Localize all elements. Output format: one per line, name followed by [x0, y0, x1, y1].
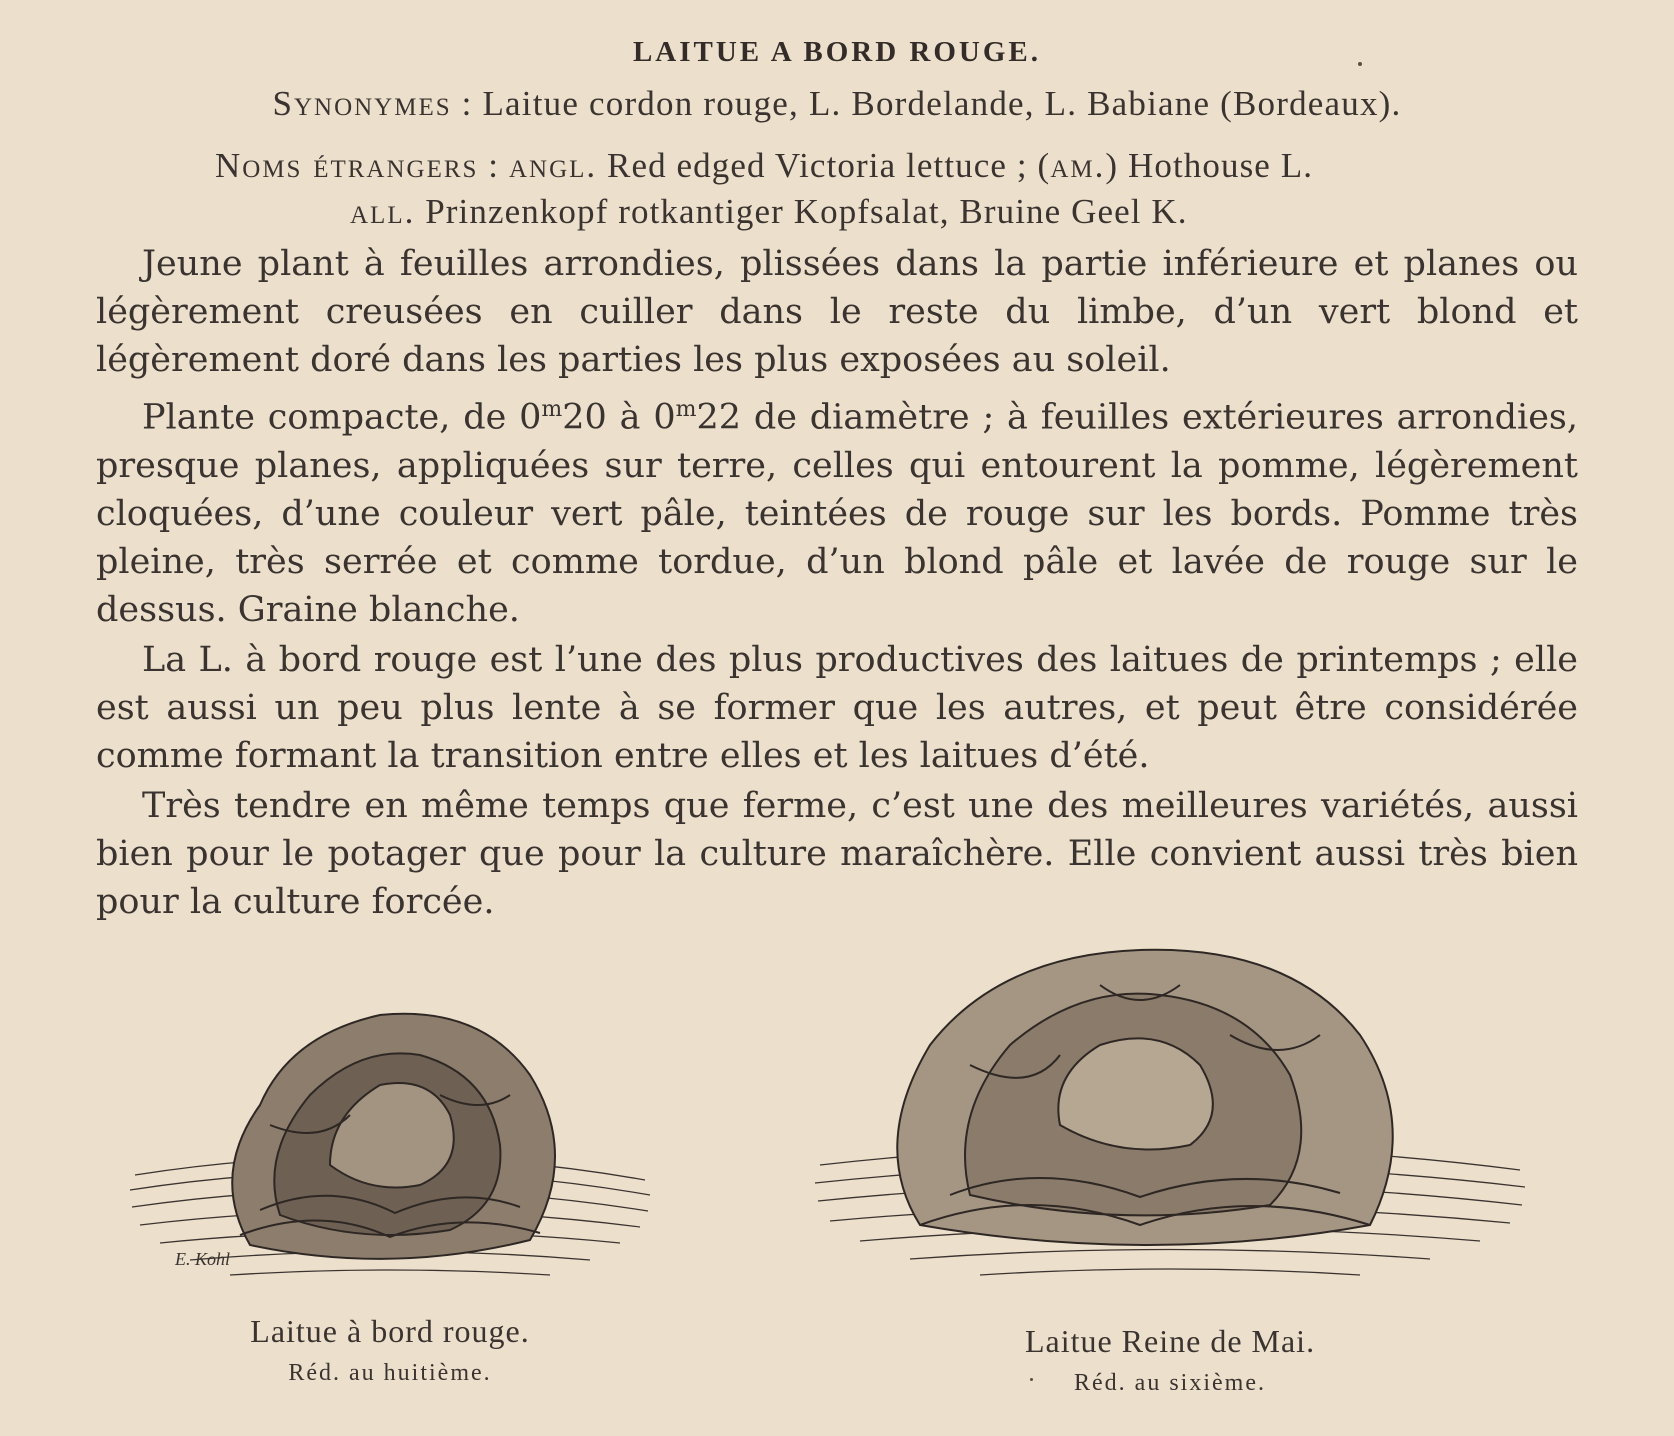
paragraph: Jeune plant à feuilles arrondies, plissées dans la partie inférieure et planes ou légèrement creusées en cuiller dans le reste du limbe, d’un vert blond et légèrement doré dans les parties les plus exposées au soleil.: [96, 244, 1578, 380]
german-label: all.: [350, 192, 416, 231]
lettuce-head: [897, 950, 1392, 1245]
foreign-names-sep: :: [478, 146, 509, 185]
superscript: m: [541, 397, 563, 422]
synonyms-text: : Laitue cordon rouge, L. Bordelande, L. Babiane (Bordeaux).: [451, 84, 1402, 123]
german-names: Prinzenkopf rotkantiger Kopfsalat, Bruine Geel K.: [415, 192, 1188, 231]
paragraph: [96, 386, 1578, 634]
foreign-names-label: Noms étrangers: [215, 146, 479, 185]
paragraph: La L. à bord rouge est l’une des plus productives des laitues de printemps ; elle est aussi un peu plus lente à se former que les autres, et peut être considérée comme formant la transition entre elles et les laitues d’été.: [96, 639, 1578, 776]
figure-laitue-bord-rouge: [110, 975, 670, 1387]
paragraph-part: 22 de diamètre ; à feuilles extérieures arrondies, presque planes, appliquées sur terre, celles qui entourent la pomme, légèrement cloquées, d’une couleur vert pâle, teintées de rouge sur les bords. Pomme très pleine, très serrée et comme tordue, d’un blond pâle et lavée de rouge sur le dessus. Graine blanche.: [96, 397, 1578, 630]
body-text: [96, 240, 1578, 928]
synonyms-label: Synonymes: [272, 84, 452, 123]
lettuce-engraving-1: [120, 975, 660, 1295]
paragraph-part: Plante compacte, de 0: [142, 397, 542, 438]
figure-reduction: Réd. au huitième.: [288, 1360, 492, 1386]
figure-laitue-reine-de-mai: [780, 925, 1560, 1397]
engraver-signature: E. Kohl: [175, 1249, 231, 1269]
lettuce-head: [232, 1014, 555, 1259]
foreign-names-line-1: [215, 146, 1313, 186]
american-names: ) Hothouse L.: [1105, 146, 1314, 185]
figure-reduction: Réd. au sixième.: [1074, 1370, 1266, 1396]
english-names: Red edged Victoria lettuce ; (: [597, 146, 1051, 185]
foreign-names-line-2: [350, 192, 1188, 232]
figure-caption: Laitue à bord rouge.: [250, 1313, 530, 1349]
paper-speck: [1358, 62, 1362, 66]
superscript: m: [675, 397, 697, 422]
figure-caption: Laitue Reine de Mai.: [1024, 1323, 1316, 1359]
lettuce-engraving-2: [800, 925, 1540, 1305]
paper-speck: [1030, 1378, 1033, 1381]
american-label: am.: [1050, 146, 1106, 185]
page-title: LAITUE A BORD ROUGE.: [632, 36, 1042, 68]
english-label: angl.: [508, 146, 598, 185]
paragraph: Très tendre en même temps que ferme, c’est une des meilleures variétés, aussi bien pour le potager que pour la culture maraîchère. Elle convient aussi très bien pour la culture forcée.: [96, 785, 1578, 922]
paragraph-part: 20 à 0: [562, 397, 676, 438]
synonyms-line: [0, 84, 1674, 124]
